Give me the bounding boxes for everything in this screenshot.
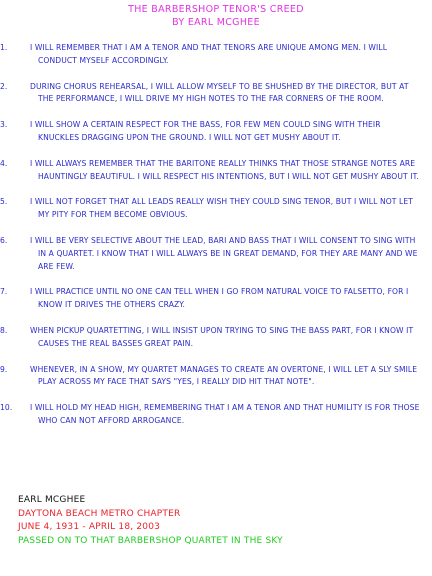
- creed-item-5: [0, 196, 432, 222]
- creed-item-4: [0, 158, 432, 184]
- document-byline: BY EARL MCGHEE: [172, 17, 260, 28]
- document-title: THE BARBERSHOP TENOR'S CREED: [128, 4, 304, 15]
- item-number: 10.: [0, 403, 13, 413]
- creed-item-1: [0, 42, 432, 68]
- life-dates: JUNE 4, 1931 - APRIL 18, 2003: [18, 522, 161, 533]
- item-text: I WILL SHOW A CERTAIN RESPECT FOR THE BASS, FOR FEW MEN COULD SING WITH THEIR KNUCKLES DRAGGING UPON THE GROUND. I WILL NOT GET MUSHY ABOUT IT.: [30, 120, 381, 142]
- creed-item-3: [0, 119, 432, 145]
- item-text: I WILL NOT FORGET THAT ALL LEADS REALLY WISH THEY COULD SING TENOR, BUT I WILL NOT LET MY PITY FOR THEM BECOME OBVIOUS.: [30, 197, 414, 220]
- creed-item-8: [0, 325, 432, 351]
- item-number: 7.: [0, 287, 8, 297]
- item-text: I WILL HOLD MY HEAD HIGH, REMEMBERING THAT I AM A TENOR AND THAT HUMILITY IS FOR THOSE WHO CAN NOT AFFORD ARROGANCE.: [30, 403, 420, 425]
- item-number: 8.: [0, 325, 8, 335]
- chapter-name: DAYTONA BEACH METRO CHAPTER: [18, 508, 181, 519]
- item-number: 5.: [0, 197, 8, 207]
- item-number: 2.: [0, 81, 8, 91]
- creed-item-6: [0, 235, 432, 273]
- item-text: WHENEVER, IN A SHOW, MY QUARTET MANAGES TO CREATE AN OVERTONE, I WILL LET A SLY SMILE PLAY ACROSS MY FACE THAT SAYS "YES, I REALLY DID HIT THAT NOTE".: [30, 364, 418, 387]
- signature-block: [18, 494, 428, 549]
- item-text: I WILL ALWAYS REMEMBER THAT THE BARITONE REALLY THINKS THAT THOSE STRANGE NOTES ARE HAUNTINGLY BEAUTIFUL. I WILL RESPECT HIS INTENTIONS, BUT I WILL NOT GET MUSHY ABOUT IT.: [30, 158, 419, 181]
- creed-item-9: [0, 364, 432, 390]
- item-number: 3.: [0, 120, 8, 130]
- tribute-line: PASSED ON TO THAT BARBERSHOP QUARTET IN THE SKY: [18, 536, 283, 547]
- title-block: [0, 3, 432, 29]
- creed-item-10: [0, 402, 432, 428]
- item-text: DURING CHORUS REHEARSAL, I WILL ALLOW MYSELF TO BE SHUSHED BY THE DIRECTOR, BUT AT THE PERFORMANCE, I WILL DRIVE MY HIGH NOTES TO THE FAR CORNERS OF THE ROOM.: [30, 81, 409, 104]
- item-number: 6.: [0, 235, 8, 245]
- item-number: 9.: [0, 364, 8, 374]
- creed-item-7: [0, 286, 432, 312]
- item-number: 4.: [0, 158, 8, 168]
- item-text: I WILL PRACTICE UNTIL NO ONE CAN TELL WHEN I GO FROM NATURAL VOICE TO FALSETTO, FOR I KNOW IT DRIVES THE OTHERS CRAZY.: [30, 287, 409, 310]
- item-text: I WILL REMEMBER THAT I AM A TENOR AND THAT TENORS ARE UNIQUE AMONG MEN. I WILL CONDUCT MYSELF ACCORDINGLY.: [30, 43, 388, 65]
- creed-item-2: [0, 81, 432, 107]
- creed-list: [0, 42, 432, 441]
- author-name: EARL MCGHEE: [18, 495, 86, 505]
- item-number: 1.: [0, 43, 8, 52]
- item-text: WHEN PICKUP QUARTETTING, I WILL INSIST UPON TRYING TO SING THE BASS PART, FOR I KNOW IT CAUSES THE REAL BASSES GREAT PAIN.: [30, 325, 414, 348]
- item-text: I WILL BE VERY SELECTIVE ABOUT THE LEAD, BARI AND BASS THAT I WILL CONSENT TO SING WITH IN A QUARTET. I KNOW THAT I WILL ALWAYS BE IN GREAT DEMAND, FOR THEY ARE MANY AND WE ARE FEW.: [30, 235, 418, 271]
